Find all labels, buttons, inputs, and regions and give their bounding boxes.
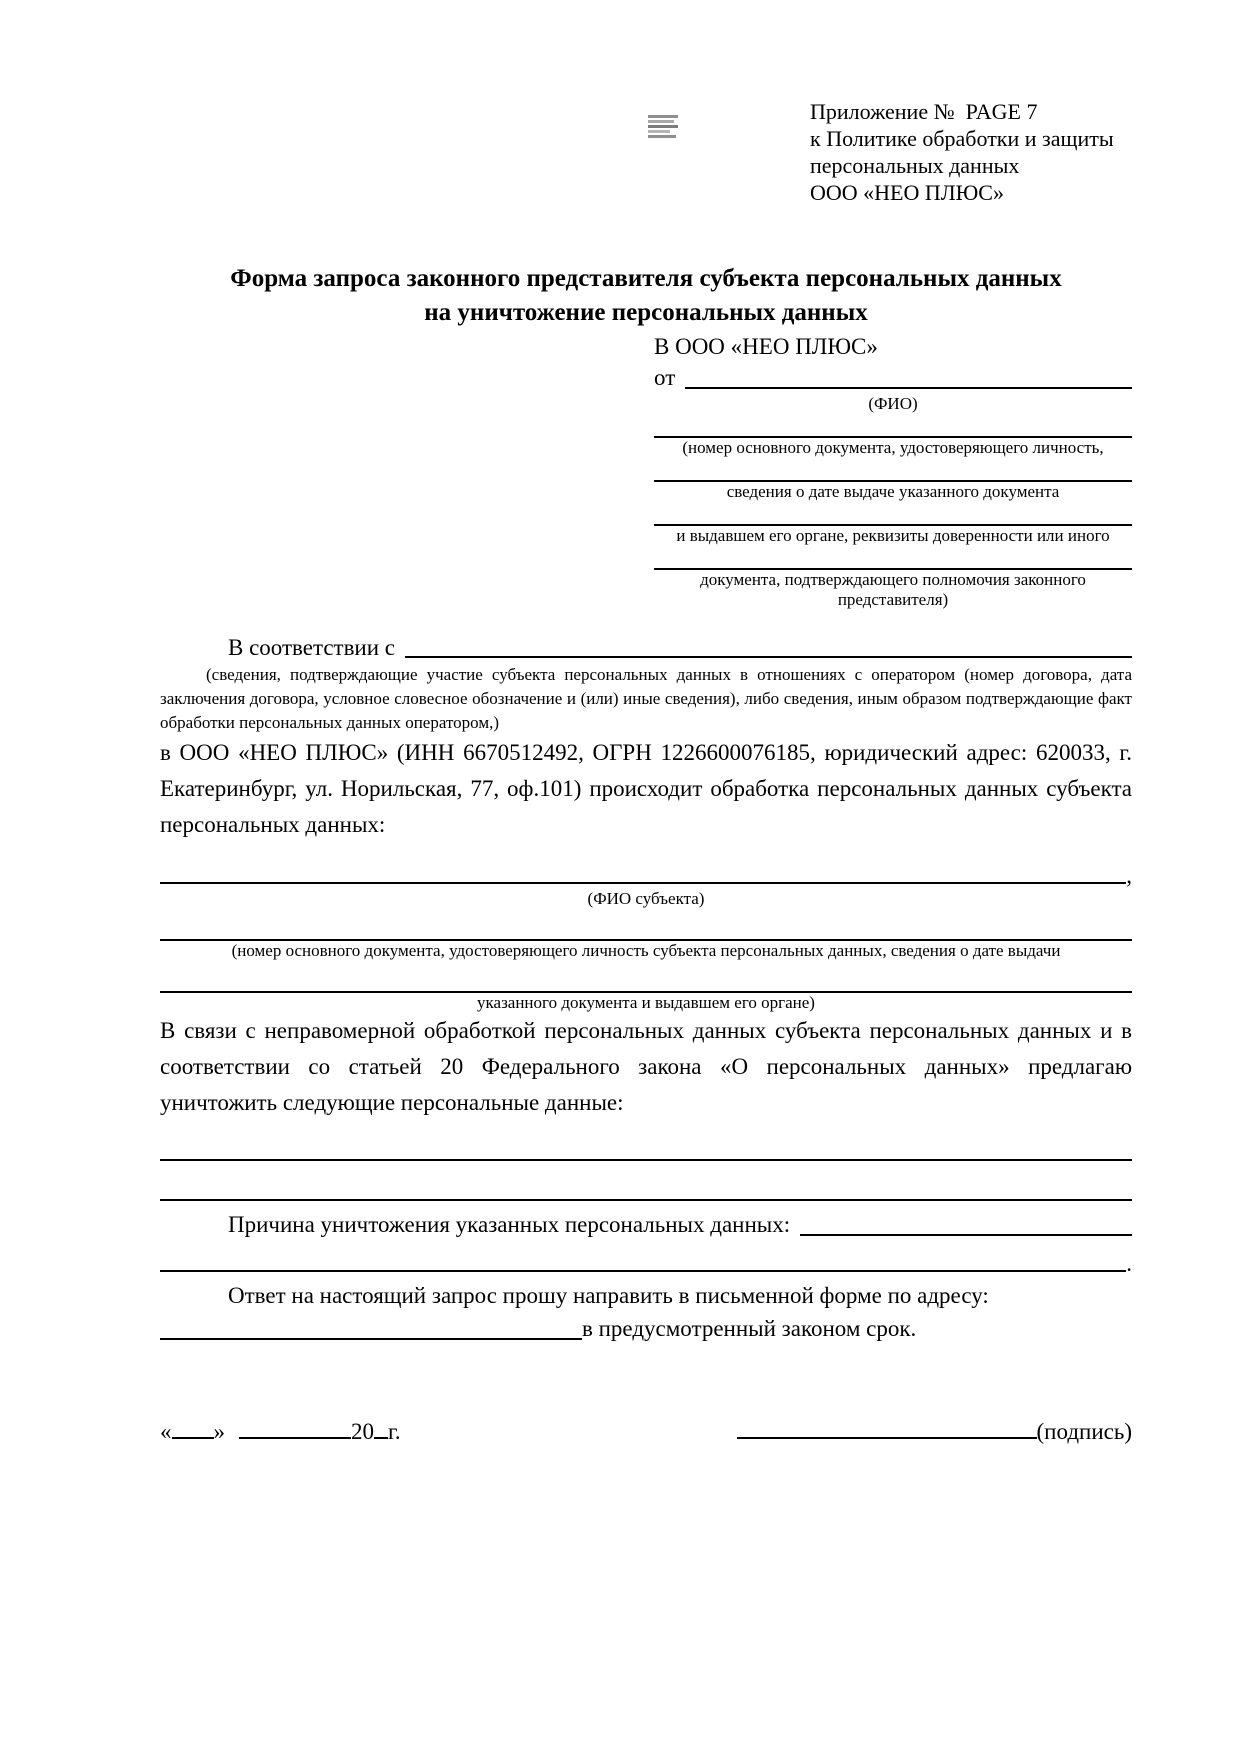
reason-continuation-row (160, 1241, 1132, 1277)
accordance-blank-line (405, 632, 1132, 658)
answer-address-row (160, 1312, 1132, 1345)
subject-caption-authority: указанного документа и выдавшем его органе) (477, 993, 815, 1012)
accordance-note: (сведения, подтверждающие участие субъекта персональных данных в отношениях с оператором (номер договора, дата заключения договора, условное словесное обозначение и (или) иные сведения), либо сведения, иным образом подтверждающие факт обработки персональных данных оператором,) (160, 665, 1132, 732)
field-caption-poa-document: документа, подтверждающего полномочия законного представителя) (700, 570, 1086, 609)
accordance-label: В соответствии с (228, 635, 396, 660)
address-blank-line (160, 1338, 582, 1340)
date-signature-row (160, 1417, 1132, 1447)
field-caption-fio: (ФИО) (868, 394, 918, 413)
date-field (160, 1417, 401, 1447)
field-caption-authority: и выдавшем его органе, реквизиты доверенности или иного (676, 526, 1110, 545)
year-suffix: г. (388, 1419, 401, 1444)
data-to-destroy-blank-line-1 (160, 1121, 1132, 1161)
answer-intro: Ответ на настоящий запрос прошу направить в письменной форме по адресу: (228, 1283, 989, 1308)
line-period: . (1126, 1251, 1132, 1276)
answer-tail: в предусмотренный законом срок. (582, 1316, 917, 1341)
policy-reference-line1: к Политике обработки и защиты (810, 126, 1114, 151)
issue-date-blank-line (654, 458, 1132, 482)
request-paragraph: В связи с неправомерной обработкой персональных данных субъекта персональных данных и в соответствии со статьей 20 Федерального закона «О персональных данных» предлагаю уничтожить следующие персональные данные: (160, 1018, 1132, 1115)
signature-caption: (подпись) (1036, 1419, 1132, 1444)
company-name: ООО «НЕО ПЛЮС» (810, 180, 1004, 205)
year-blank-line (374, 1419, 388, 1439)
representative-fio-blank-line (685, 362, 1132, 389)
reason-blank-line-2 (160, 1270, 1126, 1272)
appendix-header (810, 0, 1132, 206)
from-row (654, 362, 1132, 394)
year-prefix: 20 (351, 1419, 374, 1444)
field-caption-doc-number: (номер основного документа, удостоверяющего личность, (682, 438, 1104, 457)
power-of-attorney-blank-line (654, 546, 1132, 570)
subject-caption-document: (номер основного документа, удостоверяющего личность субъекта персональных данных, сведения о дате выдачи (231, 941, 1061, 960)
form-title (160, 262, 1132, 330)
from-label: от (654, 365, 676, 390)
appendix-number-line: Приложение № PAGE 7 (810, 99, 1038, 124)
document-number-blank-line (654, 414, 1132, 438)
month-blank-line (239, 1419, 351, 1439)
embedded-object-icon (648, 115, 678, 140)
subject-fio-row (160, 855, 1132, 889)
line-comma: , (1126, 863, 1132, 888)
signature-blank-line (737, 1419, 1037, 1439)
addressee-company: В ООО «НЕО ПЛЮС» (654, 334, 878, 359)
policy-reference-line2: персональных данных (810, 153, 1020, 178)
reason-row (160, 1209, 1132, 1241)
subject-fio-blank-line (160, 882, 1126, 884)
subject-authority-blank-line (160, 961, 1132, 993)
day-blank-line (172, 1419, 214, 1439)
subject-document-blank-line (160, 909, 1132, 941)
form-title-line1: Форма запроса законного представителя субъекта персональных данных (230, 265, 1062, 292)
subject-caption-fio: (ФИО субъекта) (587, 889, 705, 908)
data-to-destroy-blank-line-2 (160, 1161, 1132, 1201)
issuing-authority-blank-line (654, 502, 1132, 526)
open-quote: « (160, 1419, 172, 1444)
form-title-line2: на уничтожение персональных данных (424, 299, 868, 326)
operator-paragraph: в ООО «НЕО ПЛЮС» (ИНН 6670512492, ОГРН 1226600076185, юридический адрес: 620033, г. Екатеринбург, ул. Норильская, 77, оф.101) происходит обработка персональных данных субъекта персональных данных: (160, 740, 1132, 837)
addressee-block (654, 332, 1132, 610)
reason-blank-line-1 (800, 1209, 1132, 1236)
reason-label: Причина уничтожения указанных персональных данных: (228, 1212, 791, 1237)
close-quote: » (213, 1419, 225, 1444)
field-caption-issue-date: сведения о дате выдаче указанного документа (726, 482, 1060, 501)
signature-field (737, 1417, 1132, 1447)
accordance-row (160, 632, 1132, 663)
